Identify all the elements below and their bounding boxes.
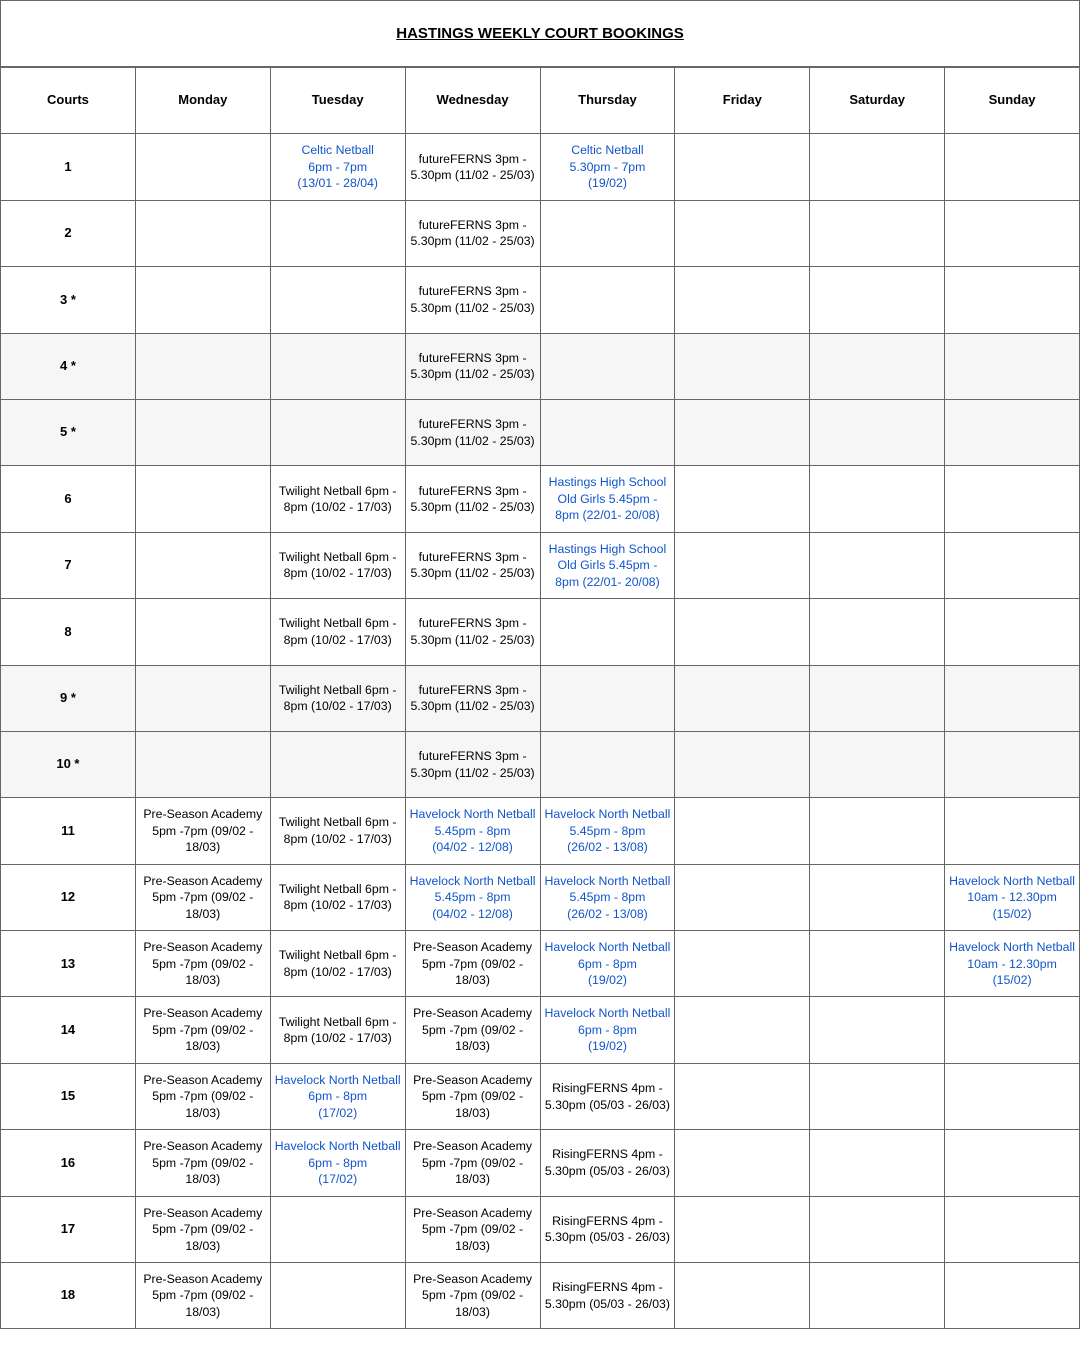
booking-text: RisingFERNS 4pm - 5.30pm (05/03 - 26/03)	[544, 1147, 670, 1178]
booking-cell-monday	[135, 665, 270, 731]
booking-text: Havelock North Netball 5.45pm - 8pm (04/02 - 12/08)	[409, 873, 536, 921]
booking-cell-thursday	[540, 599, 675, 665]
booking-cell-sunday	[945, 864, 1080, 930]
booking-text: Pre-Season Academy 5pm -7pm (09/02 - 18/03)	[143, 1006, 263, 1054]
booking-text: Pre-Season Academy 5pm -7pm (09/02 - 18/03)	[413, 940, 533, 988]
booking-text: Twilight Netball 6pm - 8pm (10/02 - 17/03)	[278, 549, 397, 581]
booking-cell-monday	[135, 200, 270, 266]
page-title: HASTINGS WEEKLY COURT BOOKINGS	[0, 0, 1080, 67]
booking-cell-saturday	[810, 200, 945, 266]
booking-cell-sunday	[945, 267, 1080, 333]
booking-text: RisingFERNS 4pm - 5.30pm (05/03 - 26/03)	[544, 1213, 670, 1245]
booking-cell-sunday	[945, 1196, 1080, 1262]
booking-text: Twilight Netball 6pm - 8pm (10/02 - 17/03)	[278, 815, 397, 846]
booking-cell-monday	[135, 931, 270, 997]
court-number: 3 *	[1, 267, 136, 333]
booking-cell-friday	[675, 1130, 810, 1196]
booking-cell-thursday	[540, 1063, 675, 1129]
booking-cell-sunday	[945, 931, 1080, 997]
booking-text: Pre-Season Academy 5pm -7pm (09/02 - 18/03)	[143, 1139, 263, 1187]
booking-text: Havelock North Netball 10am - 12.30pm (15/02)	[949, 940, 1075, 988]
court-number: 18	[1, 1263, 136, 1329]
booking-cell-thursday	[540, 665, 675, 731]
booking-cell-wednesday	[405, 134, 540, 200]
booking-cell-thursday	[540, 798, 675, 864]
booking-text: Twilight Netball 6pm - 8pm (10/02 - 17/03)	[278, 948, 397, 979]
booking-cell-wednesday	[405, 1063, 540, 1129]
booking-cell-thursday	[540, 1196, 675, 1262]
booking-cell-saturday	[810, 997, 945, 1063]
booking-cell-thursday	[540, 200, 675, 266]
booking-cell-tuesday	[270, 1063, 405, 1129]
booking-cell-thursday	[540, 997, 675, 1063]
booking-cell-monday	[135, 399, 270, 465]
header-courts: Courts	[1, 68, 136, 134]
booking-text: Pre-Season Academy 5pm -7pm (09/02 - 18/03)	[143, 1072, 263, 1120]
booking-cell-monday	[135, 267, 270, 333]
booking-cell-wednesday	[405, 731, 540, 797]
booking-text: futureFERNS 3pm - 5.30pm (11/02 - 25/03)	[410, 350, 535, 382]
booking-cell-monday	[135, 134, 270, 200]
booking-cell-friday	[675, 399, 810, 465]
booking-cell-wednesday	[405, 599, 540, 665]
table-row	[1, 997, 1080, 1063]
booking-cell-wednesday	[405, 466, 540, 532]
booking-text: Havelock North Netball 6pm - 8pm (19/02)	[544, 1006, 671, 1054]
booking-cell-tuesday	[270, 997, 405, 1063]
booking-cell-tuesday	[270, 931, 405, 997]
booking-text: Twilight Netball 6pm - 8pm (10/02 - 17/03)	[278, 483, 397, 515]
booking-cell-wednesday	[405, 532, 540, 598]
booking-cell-thursday	[540, 864, 675, 930]
booking-cell-sunday	[945, 333, 1080, 399]
court-number: 15	[1, 1063, 136, 1129]
booking-cell-saturday	[810, 665, 945, 731]
booking-cell-friday	[675, 931, 810, 997]
booking-text: Havelock North Netball 5.45pm - 8pm (26/02 - 13/08)	[544, 807, 671, 855]
booking-cell-tuesday	[270, 466, 405, 532]
booking-cell-wednesday	[405, 798, 540, 864]
booking-cell-saturday	[810, 532, 945, 598]
booking-cell-friday	[675, 665, 810, 731]
booking-text: futureFERNS 3pm - 5.30pm (11/02 - 25/03)	[410, 549, 535, 581]
header-wednesday: Wednesday	[405, 68, 540, 134]
booking-cell-wednesday	[405, 931, 540, 997]
booking-cell-wednesday	[405, 267, 540, 333]
court-number: 4 *	[1, 333, 136, 399]
court-number: 12	[1, 864, 136, 930]
booking-cell-wednesday	[405, 997, 540, 1063]
booking-cell-saturday	[810, 864, 945, 930]
booking-cell-tuesday	[270, 532, 405, 598]
header-row	[1, 68, 1080, 134]
booking-cell-saturday	[810, 731, 945, 797]
booking-cell-tuesday	[270, 599, 405, 665]
booking-cell-wednesday	[405, 1263, 540, 1329]
booking-cell-saturday	[810, 599, 945, 665]
booking-text: Havelock North Netball 10am - 12.30pm (15/02)	[949, 873, 1075, 921]
court-number: 10 *	[1, 731, 136, 797]
booking-cell-tuesday	[270, 134, 405, 200]
booking-text: Pre-Season Academy 5pm -7pm (09/02 - 18/03)	[413, 1271, 533, 1319]
booking-text: Pre-Season Academy 5pm -7pm (09/02 - 18/03)	[143, 873, 263, 921]
booking-text: RisingFERNS 4pm - 5.30pm (05/03 - 26/03)	[544, 1280, 670, 1311]
booking-cell-saturday	[810, 1130, 945, 1196]
table-row	[1, 931, 1080, 997]
booking-cell-friday	[675, 599, 810, 665]
booking-cell-saturday	[810, 134, 945, 200]
booking-cell-wednesday	[405, 665, 540, 731]
booking-cell-friday	[675, 997, 810, 1063]
booking-cell-thursday	[540, 731, 675, 797]
booking-cell-tuesday	[270, 1130, 405, 1196]
booking-text: Pre-Season Academy 5pm -7pm (09/02 - 18/03)	[413, 1072, 533, 1120]
booking-text: Havelock North Netball 6pm - 8pm (17/02)	[274, 1072, 401, 1120]
booking-cell-tuesday	[270, 864, 405, 930]
booking-cell-saturday	[810, 1063, 945, 1129]
booking-text: Celtic Netball 6pm - 7pm (13/01 - 28/04)	[297, 143, 379, 191]
booking-cell-wednesday	[405, 200, 540, 266]
header-monday: Monday	[135, 68, 270, 134]
table-row	[1, 731, 1080, 797]
booking-cell-saturday	[810, 267, 945, 333]
table-row	[1, 1063, 1080, 1129]
booking-cell-monday	[135, 1063, 270, 1129]
court-number: 1	[1, 134, 136, 200]
table-row	[1, 466, 1080, 532]
booking-cell-tuesday	[270, 267, 405, 333]
court-number: 9 *	[1, 665, 136, 731]
header-tuesday: Tuesday	[270, 68, 405, 134]
booking-cell-tuesday	[270, 1196, 405, 1262]
booking-cell-monday	[135, 466, 270, 532]
booking-cell-monday	[135, 864, 270, 930]
booking-text: futureFERNS 3pm - 5.30pm (11/02 - 25/03)	[410, 749, 535, 780]
booking-text: RisingFERNS 4pm - 5.30pm (05/03 - 26/03)	[544, 1081, 670, 1112]
booking-text: Twilight Netball 6pm - 8pm (10/02 - 17/03)	[278, 682, 397, 714]
court-number: 8	[1, 599, 136, 665]
booking-cell-thursday	[540, 333, 675, 399]
table-row	[1, 1196, 1080, 1262]
booking-cell-sunday	[945, 665, 1080, 731]
booking-text: Pre-Season Academy 5pm -7pm (09/02 - 18/03)	[143, 940, 263, 988]
booking-cell-monday	[135, 1130, 270, 1196]
booking-cell-saturday	[810, 399, 945, 465]
booking-cell-wednesday	[405, 1196, 540, 1262]
booking-cell-thursday	[540, 134, 675, 200]
booking-cell-saturday	[810, 798, 945, 864]
booking-text: futureFERNS 3pm - 5.30pm (11/02 - 25/03)	[410, 616, 535, 647]
booking-cell-wednesday	[405, 399, 540, 465]
booking-text: Hastings High School Old Girls 5.45pm - 8pm (22/01- 20/08)	[548, 541, 667, 589]
booking-text: futureFERNS 3pm - 5.30pm (11/02 - 25/03)	[410, 284, 535, 315]
booking-cell-tuesday	[270, 333, 405, 399]
booking-cell-thursday	[540, 267, 675, 333]
header-saturday: Saturday	[810, 68, 945, 134]
booking-cell-sunday	[945, 1263, 1080, 1329]
table-body	[1, 134, 1080, 1329]
booking-cell-friday	[675, 1196, 810, 1262]
booking-text: Pre-Season Academy 5pm -7pm (09/02 - 18/03)	[143, 1271, 263, 1319]
booking-cell-thursday	[540, 532, 675, 598]
booking-cell-monday	[135, 532, 270, 598]
booking-text: Twilight Netball 6pm - 8pm (10/02 - 17/03)	[278, 881, 397, 913]
booking-text: Twilight Netball 6pm - 8pm (10/02 - 17/03)	[278, 616, 397, 647]
booking-cell-sunday	[945, 134, 1080, 200]
court-number: 7	[1, 532, 136, 598]
booking-cell-saturday	[810, 931, 945, 997]
booking-text: Havelock North Netball 6pm - 8pm (17/02)	[274, 1139, 401, 1187]
booking-cell-sunday	[945, 798, 1080, 864]
booking-text: Pre-Season Academy 5pm -7pm (09/02 - 18/03)	[143, 1205, 263, 1253]
table-row	[1, 798, 1080, 864]
booking-cell-tuesday	[270, 1263, 405, 1329]
booking-cell-monday	[135, 798, 270, 864]
table-row	[1, 267, 1080, 333]
booking-cell-sunday	[945, 599, 1080, 665]
table-row	[1, 532, 1080, 598]
booking-cell-saturday	[810, 1263, 945, 1329]
booking-cell-friday	[675, 1063, 810, 1129]
booking-text: Pre-Season Academy 5pm -7pm (09/02 - 18/03)	[143, 807, 263, 855]
booking-text: Hastings High School Old Girls 5.45pm - 8pm (22/01- 20/08)	[548, 475, 667, 523]
court-number: 17	[1, 1196, 136, 1262]
booking-cell-friday	[675, 1263, 810, 1329]
table-row	[1, 1263, 1080, 1329]
booking-text: Havelock North Netball 5.45pm - 8pm (04/02 - 12/08)	[409, 807, 536, 855]
booking-cell-monday	[135, 333, 270, 399]
booking-text: Celtic Netball 5.30pm - 7pm (19/02)	[569, 143, 646, 191]
booking-cell-friday	[675, 200, 810, 266]
court-number: 11	[1, 798, 136, 864]
booking-cell-tuesday	[270, 399, 405, 465]
booking-cell-thursday	[540, 466, 675, 532]
court-bookings-table	[0, 67, 1080, 1329]
booking-cell-sunday	[945, 731, 1080, 797]
booking-cell-friday	[675, 532, 810, 598]
booking-cell-monday	[135, 997, 270, 1063]
booking-cell-tuesday	[270, 798, 405, 864]
header-thursday: Thursday	[540, 68, 675, 134]
booking-text: futureFERNS 3pm - 5.30pm (11/02 - 25/03)	[410, 483, 535, 515]
booking-cell-wednesday	[405, 864, 540, 930]
court-number: 2	[1, 200, 136, 266]
booking-cell-monday	[135, 599, 270, 665]
booking-cell-friday	[675, 267, 810, 333]
booking-cell-sunday	[945, 997, 1080, 1063]
booking-text: futureFERNS 3pm - 5.30pm (11/02 - 25/03)	[410, 682, 535, 714]
booking-cell-sunday	[945, 200, 1080, 266]
booking-text: Havelock North Netball 5.45pm - 8pm (26/02 - 13/08)	[544, 873, 671, 921]
booking-cell-thursday	[540, 931, 675, 997]
booking-cell-sunday	[945, 1130, 1080, 1196]
court-number: 5 *	[1, 399, 136, 465]
table-row	[1, 665, 1080, 731]
header-friday: Friday	[675, 68, 810, 134]
booking-cell-sunday	[945, 399, 1080, 465]
booking-cell-sunday	[945, 532, 1080, 598]
court-number: 14	[1, 997, 136, 1063]
booking-cell-tuesday	[270, 731, 405, 797]
booking-text: futureFERNS 3pm - 5.30pm (11/02 - 25/03)	[410, 417, 535, 448]
booking-text: Pre-Season Academy 5pm -7pm (09/02 - 18/03)	[413, 1006, 533, 1054]
booking-cell-sunday	[945, 1063, 1080, 1129]
booking-cell-wednesday	[405, 333, 540, 399]
table-row	[1, 134, 1080, 200]
court-number: 16	[1, 1130, 136, 1196]
table-row	[1, 333, 1080, 399]
booking-cell-friday	[675, 134, 810, 200]
booking-cell-friday	[675, 333, 810, 399]
booking-cell-friday	[675, 466, 810, 532]
booking-cell-saturday	[810, 1196, 945, 1262]
booking-cell-friday	[675, 864, 810, 930]
booking-cell-tuesday	[270, 200, 405, 266]
booking-cell-thursday	[540, 1130, 675, 1196]
booking-text: Twilight Netball 6pm - 8pm (10/02 - 17/03)	[278, 1014, 397, 1046]
booking-text: Pre-Season Academy 5pm -7pm (09/02 - 18/03)	[413, 1139, 533, 1187]
table-row	[1, 599, 1080, 665]
table-row	[1, 1130, 1080, 1196]
booking-cell-friday	[675, 731, 810, 797]
booking-cell-monday	[135, 1263, 270, 1329]
booking-cell-saturday	[810, 466, 945, 532]
booking-cell-sunday	[945, 466, 1080, 532]
table-row	[1, 864, 1080, 930]
booking-cell-tuesday	[270, 665, 405, 731]
booking-cell-monday	[135, 1196, 270, 1262]
court-number: 13	[1, 931, 136, 997]
booking-text: Pre-Season Academy 5pm -7pm (09/02 - 18/03)	[413, 1205, 533, 1253]
booking-text: futureFERNS 3pm - 5.30pm (11/02 - 25/03)	[410, 151, 535, 183]
table-row	[1, 200, 1080, 266]
booking-cell-wednesday	[405, 1130, 540, 1196]
booking-cell-thursday	[540, 1263, 675, 1329]
booking-cell-friday	[675, 798, 810, 864]
booking-cell-saturday	[810, 333, 945, 399]
court-number: 6	[1, 466, 136, 532]
booking-cell-monday	[135, 731, 270, 797]
header-sunday: Sunday	[945, 68, 1080, 134]
booking-text: futureFERNS 3pm - 5.30pm (11/02 - 25/03)	[410, 217, 535, 249]
booking-cell-thursday	[540, 399, 675, 465]
table-row	[1, 399, 1080, 465]
booking-text: Havelock North Netball 6pm - 8pm (19/02)	[544, 940, 671, 988]
